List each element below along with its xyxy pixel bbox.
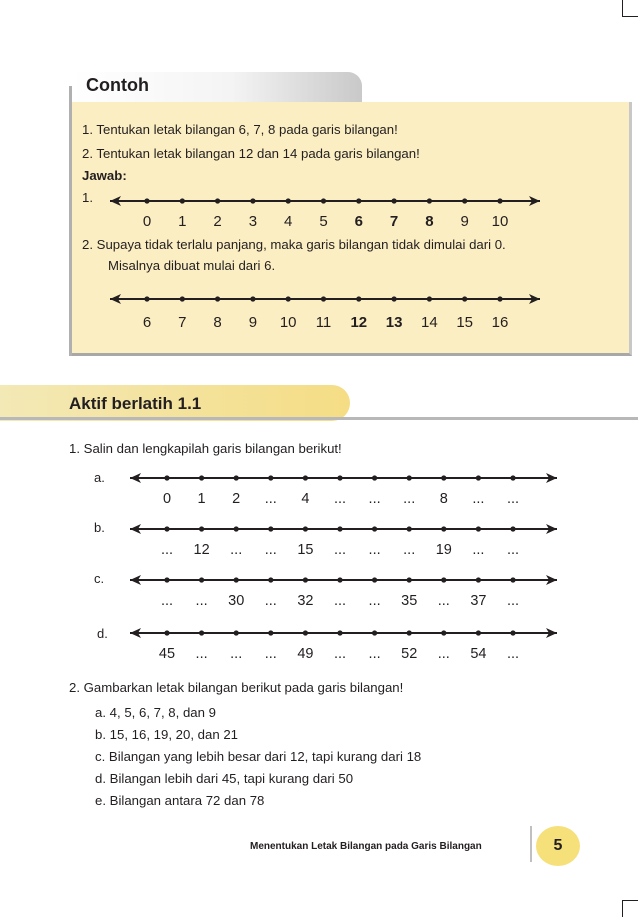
exercise-line-1-point-9: [476, 526, 481, 531]
exercise-line-1-tick-label-10: ...: [506, 542, 520, 558]
exercise-line-label-3: d.: [97, 626, 108, 641]
contoh-line1-tick-label-3: 3: [248, 213, 258, 230]
contoh-line2-tick-label-6: 12: [350, 314, 368, 331]
exercise-line-0-tick-label-9: ...: [472, 491, 485, 507]
exercise-line-3-point-0: [164, 630, 169, 635]
answer-2-text-line-2: Misalnya dibuat mulai dari 6.: [108, 258, 276, 273]
exercise-line-0-tick-label-0: 0: [162, 491, 172, 507]
exercise-line-3-tick-label-0: 45: [158, 646, 176, 662]
contoh-line1-tick-label-8: 8: [425, 213, 434, 230]
contoh-line1-tick-label-10: 10: [491, 213, 509, 230]
exercise-line-3-point-5: [337, 630, 342, 635]
exercise-line-1-point-4: [303, 526, 308, 531]
exercise-line-2-tick-label-2: 30: [228, 593, 245, 609]
contoh-question-2: 2. Tentukan letak bilangan 12 dan 14 pada garis bilangan!: [82, 146, 420, 161]
exercise-line-1-tick-label-8: 19: [435, 542, 452, 558]
exercise-line-label-1: b.: [94, 520, 105, 535]
contoh-line1-tick-label-9: 9: [460, 213, 469, 230]
exercise-line-3-tick-label-7: 52: [401, 646, 418, 662]
exercise-line-label-0: a.: [94, 470, 105, 485]
exercise-line-1-tick-label-2: ...: [230, 542, 243, 558]
exercise-line-label-2: c.: [94, 571, 105, 586]
exercise-line-0-point-2: [234, 475, 239, 480]
contoh-question-1: 1. Tentukan letak bilangan 6, 7, 8 pada garis bilangan!: [82, 122, 398, 137]
exercise-line-1-point-1: [199, 526, 204, 531]
exercise-line-3-tick-label-4: 49: [297, 646, 314, 662]
contoh-line1-tick-label-1: 1: [178, 213, 187, 230]
exercise-question-1: 1. Salin dan lengkapilah garis bilangan berikut!: [69, 441, 342, 456]
contoh-line1-tick-label-4: 4: [284, 213, 293, 230]
chapter-title-footer: Menentukan Letak Bilangan pada Garis Bilangan: [250, 841, 482, 852]
contoh-line1-tick-label-0: 0: [142, 213, 152, 230]
exercise-line-0-point-10: [510, 475, 515, 480]
exercise-line-3-tick-label-2: ...: [230, 646, 243, 662]
exercise-line-2-point-4: [303, 577, 308, 582]
exercise-line-1-tick-label-3: ...: [264, 542, 277, 558]
exercise-line-2-tick-label-7: 35: [401, 593, 418, 609]
exercise-line-2-tick-label-3: ...: [264, 593, 277, 609]
exercise-line-0-point-4: [303, 475, 308, 480]
exercise-line-1-point-0: [164, 526, 169, 531]
exercise-line-2-tick-label-8: ...: [437, 593, 450, 609]
exercise-line-1-point-7: [407, 526, 412, 531]
contoh-line2-tick-label-7: 13: [385, 314, 403, 331]
exercise-line-0-tick-label-7: ...: [403, 491, 416, 507]
exercise-line-2-point-1: [199, 577, 204, 582]
exercise-line-2-tick-label-0: ...: [160, 593, 174, 609]
exercise-line-1-tick-label-0: ...: [160, 542, 174, 558]
exercise-line-0-tick-label-5: ...: [333, 491, 347, 507]
exercise-line-3-tick-label-3: ...: [264, 646, 277, 662]
contoh-line2-tick-label-3: 9: [248, 314, 258, 331]
contoh-line1-tick-label-2: 2: [213, 213, 222, 230]
exercise-line-3-tick-label-8: ...: [437, 646, 450, 662]
contoh-line2-tick-label-9: 15: [456, 314, 474, 331]
exercise-line-3-tick-label-10: ...: [506, 646, 520, 662]
exercise-line-2-point-5: [337, 577, 342, 582]
exercise-line-0-point-9: [476, 475, 481, 480]
exercise-line-3-point-7: [407, 630, 412, 635]
exercise-line-0-point-7: [407, 475, 412, 480]
exercise-line-2-point-6: [372, 577, 377, 582]
aktif-berlatih-title: Aktif berlatih 1.1: [69, 394, 202, 413]
exercise-line-0-point-3: [268, 475, 273, 480]
contoh-line1-tick-label-6: 6: [354, 213, 363, 230]
contoh-line1-tick-label-5: 5: [319, 213, 328, 230]
exercise-line-0-tick-label-4: 4: [301, 491, 310, 507]
contoh-line2-tick-label-4: 10: [279, 314, 297, 331]
exercise-line-3-point-2: [234, 630, 239, 635]
exercise-line-2-point-0: [164, 577, 169, 582]
contoh-line2-tick-label-0: 6: [142, 314, 152, 331]
contoh-line2-tick-label-8: 14: [421, 314, 438, 331]
answer-1-label: 1.: [82, 190, 93, 205]
exercise-line-0-tick-label-10: ...: [506, 491, 520, 507]
exercise-line-1-tick-label-4: 15: [297, 542, 314, 558]
exercise-line-2-point-8: [441, 577, 446, 582]
exercise-line-2-tick-label-5: ...: [333, 593, 347, 609]
exercise-q2-item-d: d. Bilangan lebih dari 45, tapi kurang dari 50: [95, 771, 354, 786]
exercise-line-3-point-3: [268, 630, 273, 635]
exercise-line-1-tick-label-1: 12: [193, 542, 210, 558]
exercise-line-0-tick-label-2: 2: [232, 491, 241, 507]
exercise-line-3-point-10: [510, 630, 515, 635]
exercise-q2-item-b: b. 15, 16, 19, 20, dan 21: [95, 727, 238, 742]
exercise-line-2-point-2: [234, 577, 239, 582]
page-number: 5: [536, 826, 580, 866]
exercise-line-1-tick-label-6: ...: [368, 542, 381, 558]
exercise-line-0-point-8: [441, 475, 446, 480]
exercise-question-2: 2. Gambarkan letak bilangan berikut pada garis bilangan!: [69, 680, 404, 695]
exercise-line-1-tick-label-7: ...: [403, 542, 416, 558]
exercise-line-0-point-5: [337, 475, 342, 480]
exercise-line-3-tick-label-1: ...: [195, 646, 208, 662]
exercise-line-1-tick-label-9: ...: [472, 542, 485, 558]
exercise-line-1-point-2: [234, 526, 239, 531]
exercise-line-2-tick-label-4: 32: [297, 593, 314, 609]
jawab-label: Jawab:: [82, 168, 127, 183]
exercise-line-2-point-3: [268, 577, 273, 582]
exercise-line-0-tick-label-8: 8: [439, 491, 448, 507]
exercise-line-3-point-1: [199, 630, 204, 635]
exercise-line-3-tick-label-9: 54: [470, 646, 487, 662]
exercise-line-2-point-9: [476, 577, 481, 582]
contoh-line2-tick-label-5: 11: [315, 314, 332, 331]
exercise-q2-item-a: a. 4, 5, 6, 7, 8, dan 9: [95, 705, 216, 720]
exercise-line-2-point-10: [510, 577, 515, 582]
exercise-line-1-point-8: [441, 526, 446, 531]
contoh-line1-tick-label-7: 7: [389, 213, 399, 230]
exercise-line-0-point-6: [372, 475, 377, 480]
contoh-line2-tick-label-1: 7: [178, 314, 187, 331]
contoh-line2-tick-label-10: 16: [491, 314, 509, 331]
exercise-line-0-point-1: [199, 475, 204, 480]
answer-2-text-line-1: 2. Supaya tidak terlalu panjang, maka garis bilangan tidak dimulai dari 0.: [82, 237, 506, 252]
exercise-line-3-point-6: [372, 630, 377, 635]
exercise-line-3-point-8: [441, 630, 446, 635]
exercise-line-2-tick-label-1: ...: [195, 593, 208, 609]
exercise-line-3-tick-label-6: ...: [368, 646, 381, 662]
exercise-line-2-tick-label-6: ...: [368, 593, 381, 609]
exercise-line-2-tick-label-10: ...: [506, 593, 520, 609]
exercise-line-0-tick-label-3: ...: [264, 491, 277, 507]
exercise-line-2-point-7: [407, 577, 412, 582]
exercise-line-1-point-10: [510, 526, 515, 531]
exercise-line-0-point-0: [164, 475, 169, 480]
exercise-line-3-point-9: [476, 630, 481, 635]
contoh-line2-tick-label-2: 8: [213, 314, 222, 331]
page-number-divider: [530, 826, 532, 862]
exercise-q2-item-e: e. Bilangan antara 72 dan 78: [95, 793, 265, 808]
contoh-title: Contoh: [86, 75, 149, 95]
exercise-line-0-tick-label-1: 1: [197, 491, 206, 507]
exercise-line-2-tick-label-9: 37: [470, 593, 487, 609]
exercise-line-3-tick-label-5: ...: [333, 646, 347, 662]
exercise-line-3-point-4: [303, 630, 308, 635]
exercise-line-1-point-6: [372, 526, 377, 531]
exercise-line-0-tick-label-6: ...: [368, 491, 381, 507]
exercise-line-1-point-3: [268, 526, 273, 531]
exercise-line-1-point-5: [337, 526, 342, 531]
exercise-q2-item-c: c. Bilangan yang lebih besar dari 12, tapi kurang dari 18: [95, 749, 422, 764]
exercise-line-1-tick-label-5: ...: [333, 542, 347, 558]
